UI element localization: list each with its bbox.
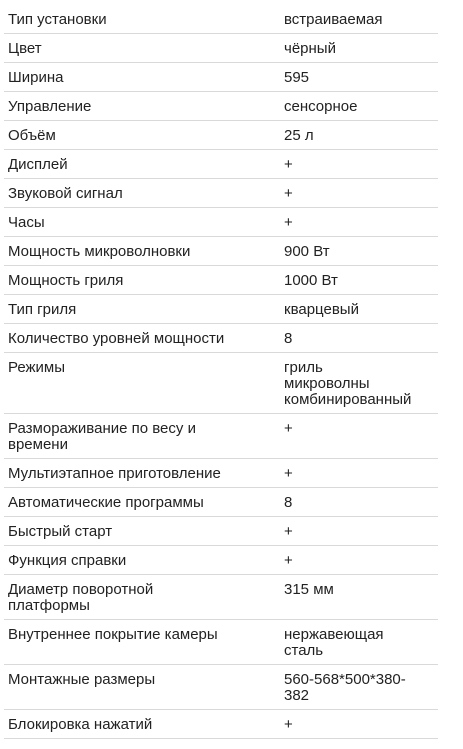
spec-value: 900 Вт [280,237,438,266]
spec-row [4,710,438,739]
spec-value: + [280,208,438,237]
spec-name: Автоматические программы [4,488,280,517]
spec-row [4,459,438,488]
spec-name: Мощность гриля [4,266,280,295]
spec-row [4,414,438,459]
spec-row [4,63,438,92]
spec-value: 560-568*500*380- 382 [280,665,438,710]
spec-value: + [280,179,438,208]
spec-row [4,121,438,150]
spec-value: сенсорное [280,92,438,121]
spec-row [4,324,438,353]
spec-name: Количество уровней мощности [4,324,280,353]
spec-value: 8 [280,488,438,517]
spec-name: Управление [4,92,280,121]
spec-name: Тип гриля [4,295,280,324]
spec-value: 1000 Вт [280,266,438,295]
spec-row [4,575,438,620]
spec-name: Внутреннее покрытие камеры [4,620,280,665]
spec-row [4,179,438,208]
spec-name: Блокировка нажатий [4,710,280,739]
spec-value: + [280,414,438,459]
spec-value: встраиваемая [280,5,438,34]
spec-row [4,5,438,34]
spec-row [4,620,438,665]
spec-name: Размораживание по весу и времени [4,414,280,459]
spec-value: нержавеющая сталь [280,620,438,665]
spec-row [4,665,438,710]
spec-value: 25 л [280,121,438,150]
spec-value: + [280,546,438,575]
spec-name: Быстрый старт [4,517,280,546]
spec-name: Звуковой сигнал [4,179,280,208]
spec-value: гриль микроволны комбинированный [280,353,438,414]
spec-name: Дисплей [4,150,280,179]
spec-value: 315 мм [280,575,438,620]
spec-name: Объём [4,121,280,150]
spec-name: Функция справки [4,546,280,575]
spec-name: Тип установки [4,5,280,34]
spec-row [4,546,438,575]
spec-row [4,150,438,179]
spec-row [4,266,438,295]
spec-row [4,488,438,517]
spec-value: + [280,517,438,546]
specifications-body [4,5,438,739]
spec-value: чёрный [280,34,438,63]
spec-row [4,517,438,546]
spec-value: 8 [280,324,438,353]
spec-row [4,208,438,237]
spec-value: + [280,459,438,488]
spec-name: Монтажные размеры [4,665,280,710]
spec-name: Мультиэтапное приготовление [4,459,280,488]
spec-row [4,295,438,324]
spec-name: Мощность микроволновки [4,237,280,266]
spec-name: Цвет [4,34,280,63]
spec-row [4,353,438,414]
spec-row [4,34,438,63]
spec-value: + [280,710,438,739]
spec-name: Часы [4,208,280,237]
spec-name: Режимы [4,353,280,414]
spec-name: Диаметр поворотной платформы [4,575,280,620]
spec-value: + [280,150,438,179]
spec-row [4,92,438,121]
spec-value: кварцевый [280,295,438,324]
spec-name: Ширина [4,63,280,92]
spec-row [4,237,438,266]
specifications-table [4,5,438,739]
spec-value: 595 [280,63,438,92]
